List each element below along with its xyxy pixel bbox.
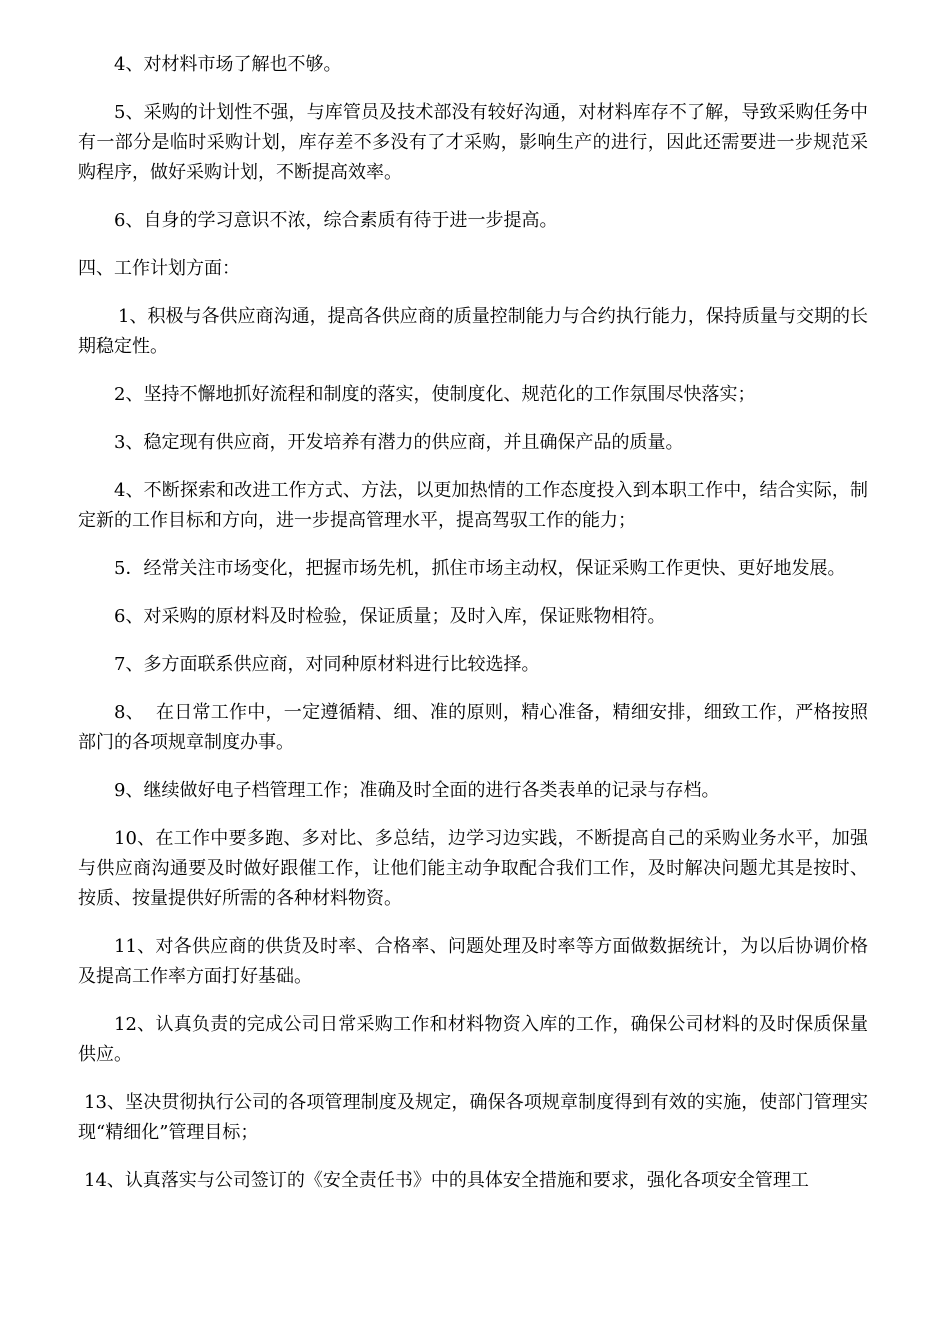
paragraph-11: 7、多方面联系供应商，对同种原材料进行比较选择。 bbox=[114, 654, 540, 675]
paragraph-18: 14、认真落实与公司签订的《安全责任书》中的具体安全措施和要求，强化各项安全管理工 bbox=[84, 1170, 809, 1191]
paragraph-14: 10、在工作中要多跑、多对比、多总结，边学习边实践，不断提高自己的采购业务水平，加强与供应商沟通要及时做好跟催工作，让他们能主动争取配合我们工作，及时解决问题尤其是按时、按质、按量提供好所需的各种材料物资。 bbox=[78, 828, 868, 909]
document-body bbox=[78, 50, 868, 1196]
paragraph-1: 4、对材料市场了解也不够。 bbox=[114, 54, 342, 75]
paragraph-13: 9、继续做好电子档管理工作；准确及时全面的进行各类表单的记录与存档。 bbox=[114, 780, 720, 801]
paragraph-17: 13、坚决贯彻执行公司的各项管理制度及规定，确保各项规章制度得到有效的实施，使部门管理实现“精细化”管理目标； bbox=[78, 1092, 868, 1143]
paragraph-7: 3、稳定现有供应商，开发培养有潜力的供应商，并且确保产品的质量。 bbox=[114, 432, 684, 453]
paragraph-5: 1、积极与各供应商沟通，提高各供应商的质量控制能力与合约执行能力，保持质量与交期的长期稳定性。 bbox=[78, 306, 868, 357]
paragraph-9: 5．经常关注市场变化，把握市场先机，抓住市场主动权，保证采购工作更快、更好地发展。 bbox=[114, 558, 846, 579]
paragraph-2: 5、采购的计划性不强，与库管员及技术部没有较好沟通，对材料库存不了解，导致采购任务中有一部分是临时采购计划，库存差不多没有了才采购，影响生产的进行，因此还需要进一步规范采购程序，做好采购计划，不断提高效率。 bbox=[78, 102, 868, 183]
paragraph-8: 4、不断探索和改进工作方式、方法，以更加热情的工作态度投入到本职工作中，结合实际，制定新的工作目标和方向，进一步提高管理水平，提高驾驭工作的能力； bbox=[78, 480, 868, 531]
paragraph-10: 6、对采购的原材料及时检验，保证质量；及时入库，保证账物相符。 bbox=[114, 606, 666, 627]
section-heading-work-plan: 四、工作计划方面： bbox=[78, 258, 240, 279]
paragraph-3: 6、自身的学习意识不浓，综合素质有待于进一步提高。 bbox=[114, 210, 558, 231]
paragraph-15: 11、对各供应商的供货及时率、合格率、问题处理及时率等方面做数据统计，为以后协调价格及提高工作率方面打好基础。 bbox=[78, 936, 868, 987]
paragraph-6: 2、坚持不懈地抓好流程和制度的落实，使制度化、规范化的工作氛围尽快落实； bbox=[114, 384, 756, 405]
paragraph-12: 8、 在日常工作中，一定遵循精、细、准的原则，精心准备，精细安排，细致工作，严格按照部门的各项规章制度办事。 bbox=[78, 702, 868, 753]
paragraph-16: 12、认真负责的完成公司日常采购工作和材料物资入库的工作，确保公司材料的及时保质保量供应。 bbox=[78, 1014, 868, 1065]
